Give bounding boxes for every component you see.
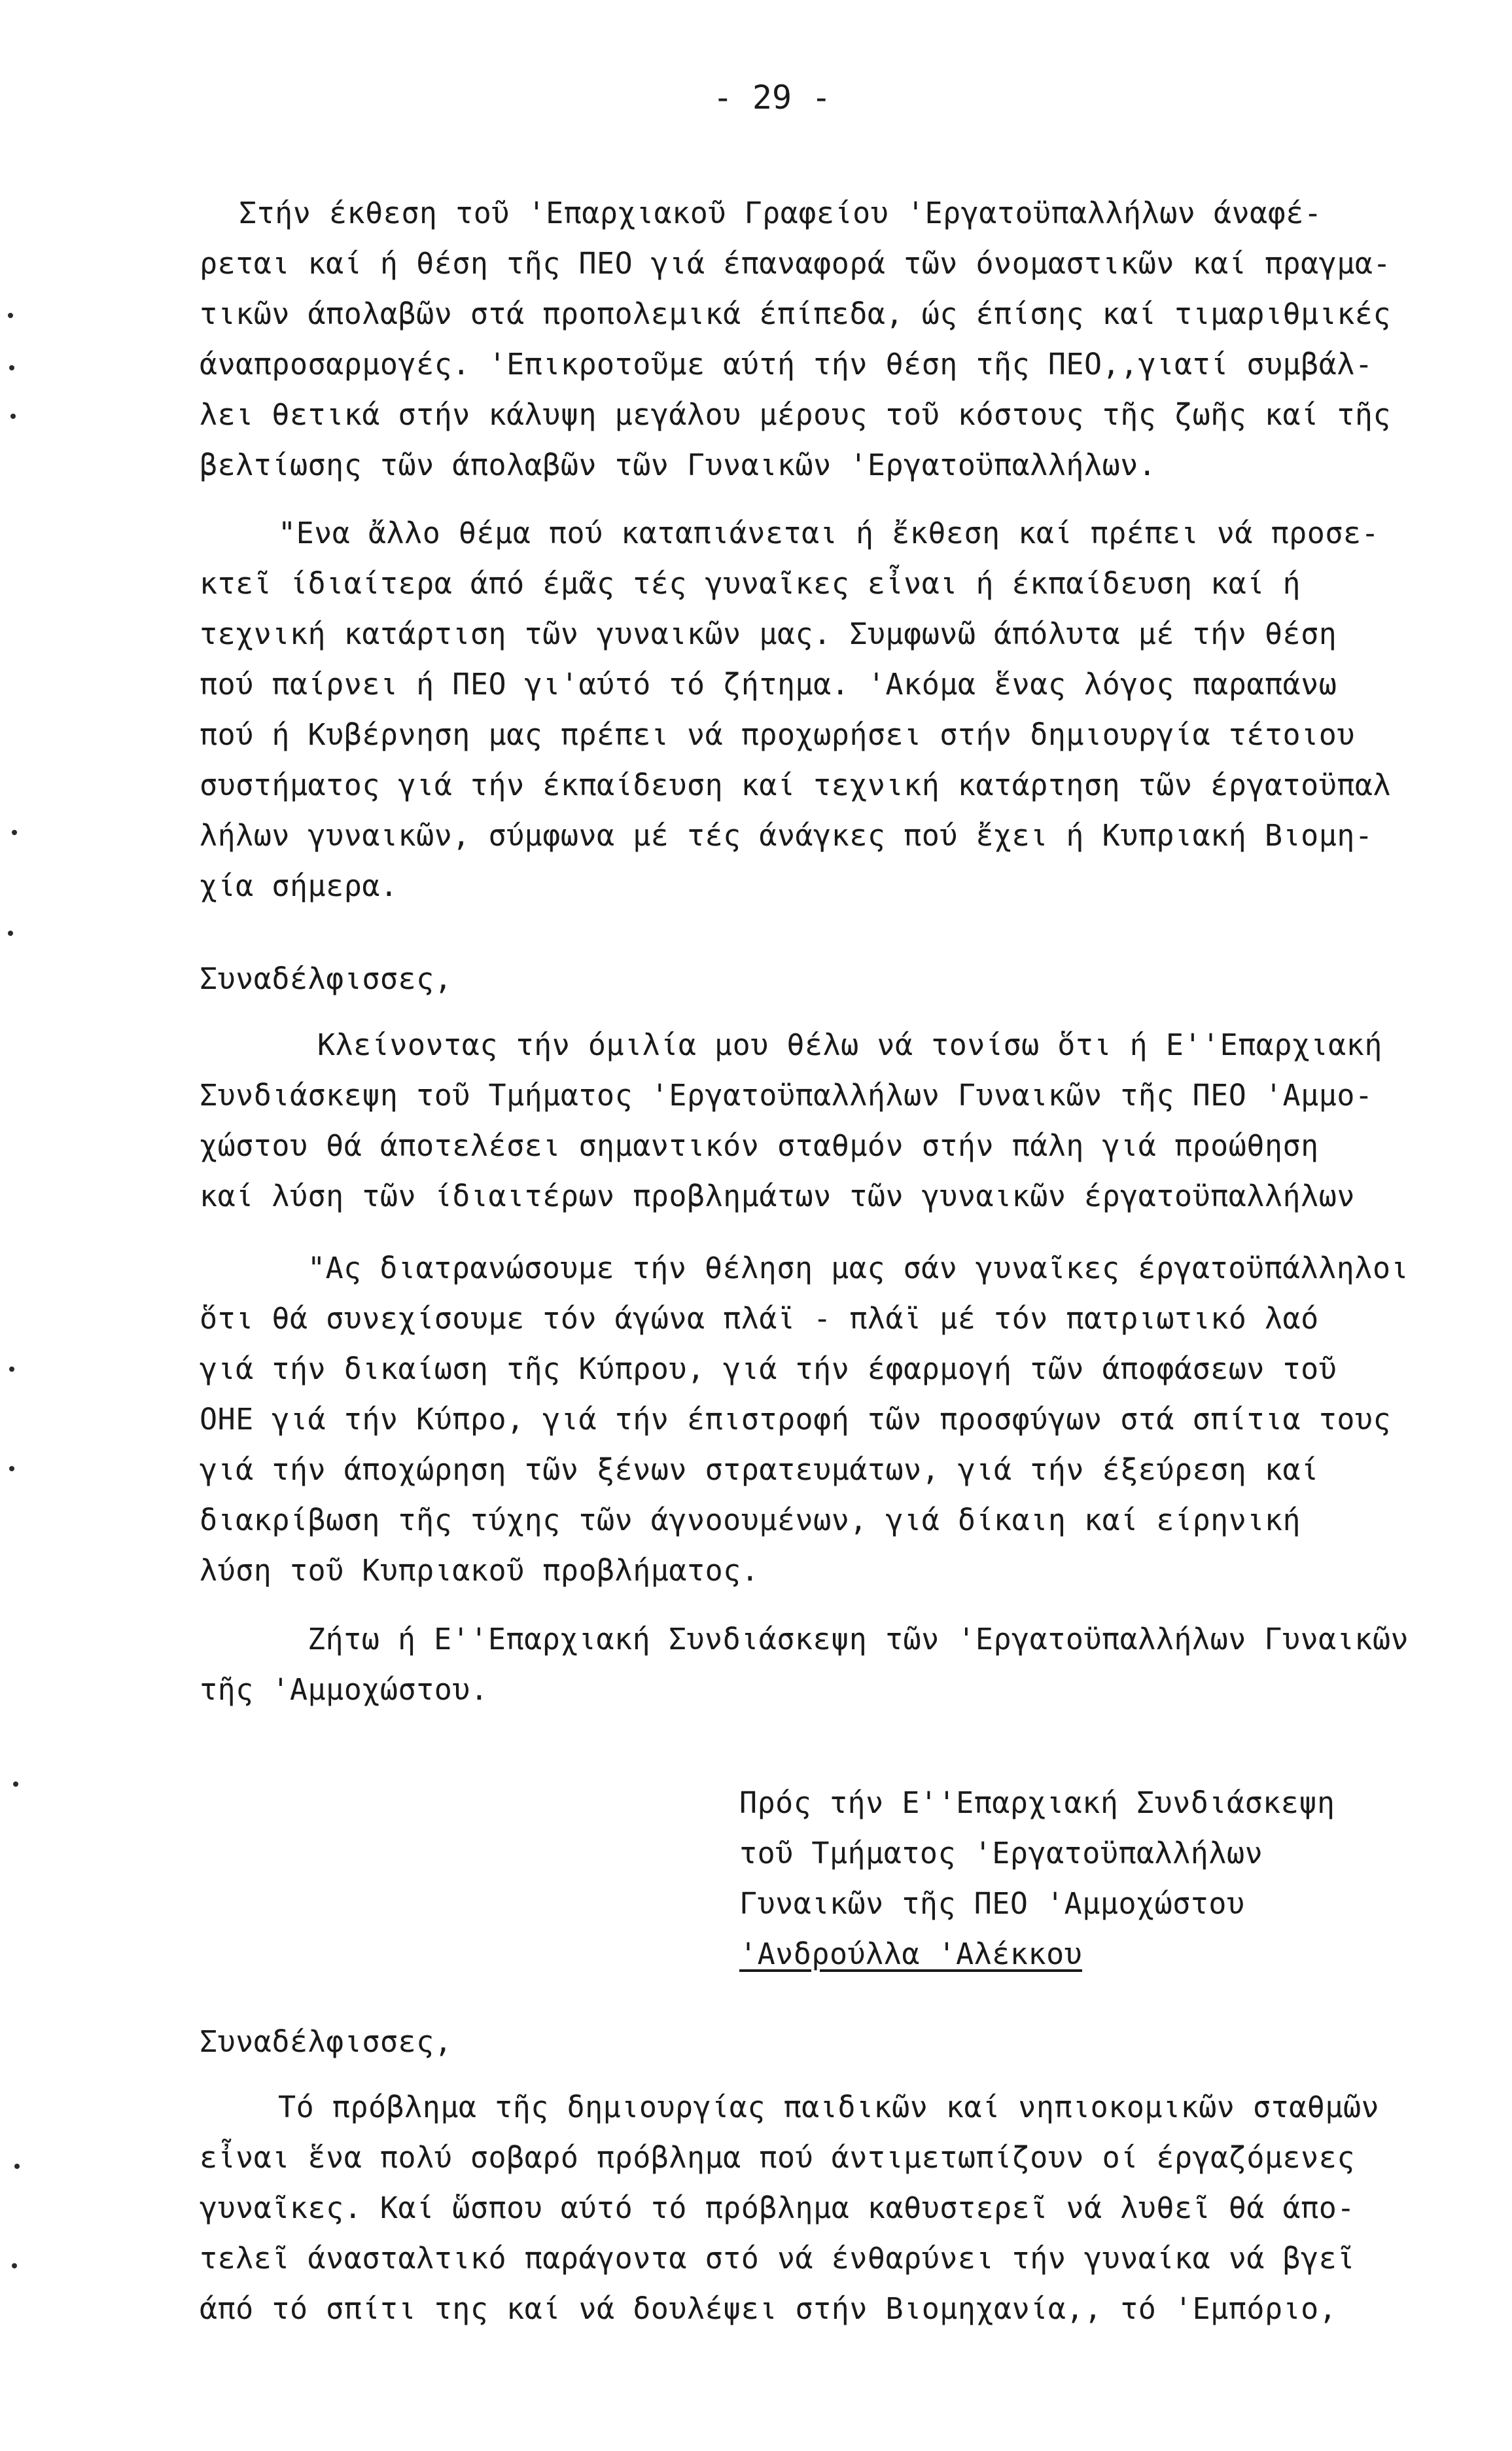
childcare-paragraph-line: εἶναι ἕνα πολύ σοβαρό πρόβλημα πού άντιμετωπίζουν οί έργαζόμενες xyxy=(200,2140,1355,2175)
training-paragraph-line: πού ή Κυβέρνηση μας πρέπει νά προχωρήσει στήν δημιουργία τέτοιου xyxy=(200,717,1355,752)
training-paragraph-line: "Ενα ἄλλο θέμα πού καταπιάνεται ή ἔκθεση καί πρέπει νά προσε- xyxy=(278,516,1380,550)
salutation: Συναδέλφισσες, xyxy=(200,2024,453,2059)
scan-speck xyxy=(12,2263,17,2268)
report-paragraph-line: βελτίωσης τῶν άπολαβῶν τῶν Γυναικῶν 'Εργατοϋπαλλήλων. xyxy=(200,448,1157,482)
scan-speck xyxy=(13,1781,18,1787)
scan-speck xyxy=(9,365,14,370)
childcare-paragraph-line: γυναῖκες. Καί ὥσπου αύτό τό πρόβλημα καθυστερεῖ νά λυθεῖ θά άπο- xyxy=(200,2191,1355,2225)
will-paragraph-line: γιά τήν άποχώρηση τῶν ξένων στρατευμάτων, γιά τήν έξεύρεση καί xyxy=(200,1452,1319,1487)
will-paragraph-line: γιά τήν δικαίωση τῆς Κύπρου, γιά τήν έφαρμογή τῶν άποφάσεων τοῦ xyxy=(200,1351,1337,1386)
scan-speck xyxy=(8,313,13,318)
childcare-paragraph-line: Τό πρόβλημα τῆς δημιουργίας παιδικῶν καί νηπιοκομικῶν σταθμῶν xyxy=(278,2090,1380,2124)
address-line: τοῦ Τμήματος 'Εργατοϋπαλλήλων xyxy=(739,1836,1263,1870)
childcare-paragraph-line: τελεῖ άνασταλτικό παράγοντα στό νά ένθαρύνει τήν γυναίκα νά βγεῖ xyxy=(200,2241,1355,2276)
will-paragraph-line: ὅτι θά συνεχίσουμε τόν άγώνα πλάϊ - πλάϊ μέ τόν πατριωτικό λαό xyxy=(200,1301,1319,1336)
report-paragraph-line: τικῶν άπολαβῶν στά προπολεμικά έπίπεδα, ώς έπίσης καί τιμαριθμικές xyxy=(200,296,1392,331)
signature-name: 'Ανδρούλλα 'Αλέκκου xyxy=(739,1937,1083,1971)
training-paragraph-line: συστήματος γιά τήν έκπαίδευση καί τεχνική κατάρτηση τῶν έργατοϋπαλ xyxy=(200,768,1392,802)
training-paragraph-line: πού παίρνει ή ΠΕΟ γι'αύτό τό ζήτημα. 'Ακόμα ἕνας λόγος παραπάνω xyxy=(200,667,1337,702)
closing-paragraph-line: καί λύση τῶν ίδιαιτέρων προβλημάτων τῶν γυναικῶν έργατοϋπαλλήλων xyxy=(200,1179,1355,1213)
closing-paragraph-line: Συνδιάσκεψη τοῦ Τμήματος 'Εργατοϋπαλλήλων Γυναικῶν τῆς ΠΕΟ 'Αμμο- xyxy=(200,1078,1373,1113)
training-paragraph-line: κτεῖ ίδιαίτερα άπό έμᾶς τές γυναῖκες εἶναι ή έκπαίδευση καί ή xyxy=(200,566,1301,601)
scan-speck xyxy=(12,830,17,835)
training-paragraph-line: λήλων γυναικῶν, σύμφωνα μέ τές άνάγκες πού ἔχει ή Κυπριακή Βιομη- xyxy=(200,818,1373,853)
closing-paragraph-line: Κλείνοντας τήν όμιλία μου θέλω νά τονίσω ὅτι ή Ε''Επαρχιακή xyxy=(317,1028,1382,1062)
report-paragraph-line: λει θετικά στήν κάλυψη μεγάλου μέρους τοῦ κόστους τῆς ζωῆς καί τῆς xyxy=(200,397,1392,432)
scan-speck xyxy=(10,414,16,419)
scan-speck xyxy=(14,2164,20,2169)
scan-speck xyxy=(8,931,13,936)
address-line: Γυναικῶν τῆς ΠΕΟ 'Αμμοχώστου xyxy=(739,1886,1245,1921)
will-paragraph-line: "Ας διατρανώσουμε τήν θέληση μας σάν γυναῖκες έργατοϋπάλληλοι xyxy=(308,1251,1409,1285)
training-paragraph-line: τεχνική κατάρτιση τῶν γυναικῶν μας. Συμφωνῶ άπόλυτα μέ τήν θέση xyxy=(200,617,1337,651)
long-live-line: τῆς 'Αμμοχώστου. xyxy=(200,1672,489,1707)
childcare-paragraph-line: άπό τό σπίτι της καί νά δουλέψει στήν Βιομηχανία,, τό 'Εμπόριο, xyxy=(200,2291,1337,2326)
will-paragraph-line: ΟΗΕ γιά τήν Κύπρο, γιά τήν έπιστροφή τῶν προσφύγων στά σπίτια τους xyxy=(200,1402,1392,1437)
will-paragraph-line: λύση τοῦ Κυπριακοῦ προβλήματος. xyxy=(200,1553,760,1588)
training-paragraph-line: χία σήμερα. xyxy=(200,868,398,903)
will-paragraph-line: διακρίβωση τῆς τύχης τῶν άγνοουμένων, γιά δίκαιη καί είρηνική xyxy=(200,1503,1301,1537)
scan-speck xyxy=(9,1367,14,1372)
address-line: Πρός τήν Ε''Επαρχιακή Συνδιάσκεψη xyxy=(739,1785,1335,1820)
page-number: - 29 - xyxy=(712,79,832,116)
report-paragraph-line: άναπροσαρμογές. 'Επικροτοῦμε αύτή τήν θέση τῆς ΠΕΟ,,γιατί συμβάλ- xyxy=(200,347,1373,382)
report-paragraph-line: Στήν έκθεση τοῦ 'Επαρχιακοῦ Γραφείου 'Εργατοϋπαλλήλων άναφέ- xyxy=(239,196,1322,230)
salutation: Συναδέλφισσες, xyxy=(200,961,453,996)
scan-speck xyxy=(9,1466,14,1471)
closing-paragraph-line: χώστου θά άποτελέσει σημαντικόν σταθμόν στήν πάλη γιά προώθηση xyxy=(200,1128,1319,1163)
report-paragraph-line: ρεται καί ή θέση τῆς ΠΕΟ γιά έπαναφορά τῶν όνομαστικῶν καί πραγμα- xyxy=(200,246,1392,281)
long-live-line: Ζήτω ή Ε''Επαρχιακή Συνδιάσκεψη τῶν 'Εργατοϋπαλλήλων Γυναικῶν xyxy=(308,1622,1409,1656)
